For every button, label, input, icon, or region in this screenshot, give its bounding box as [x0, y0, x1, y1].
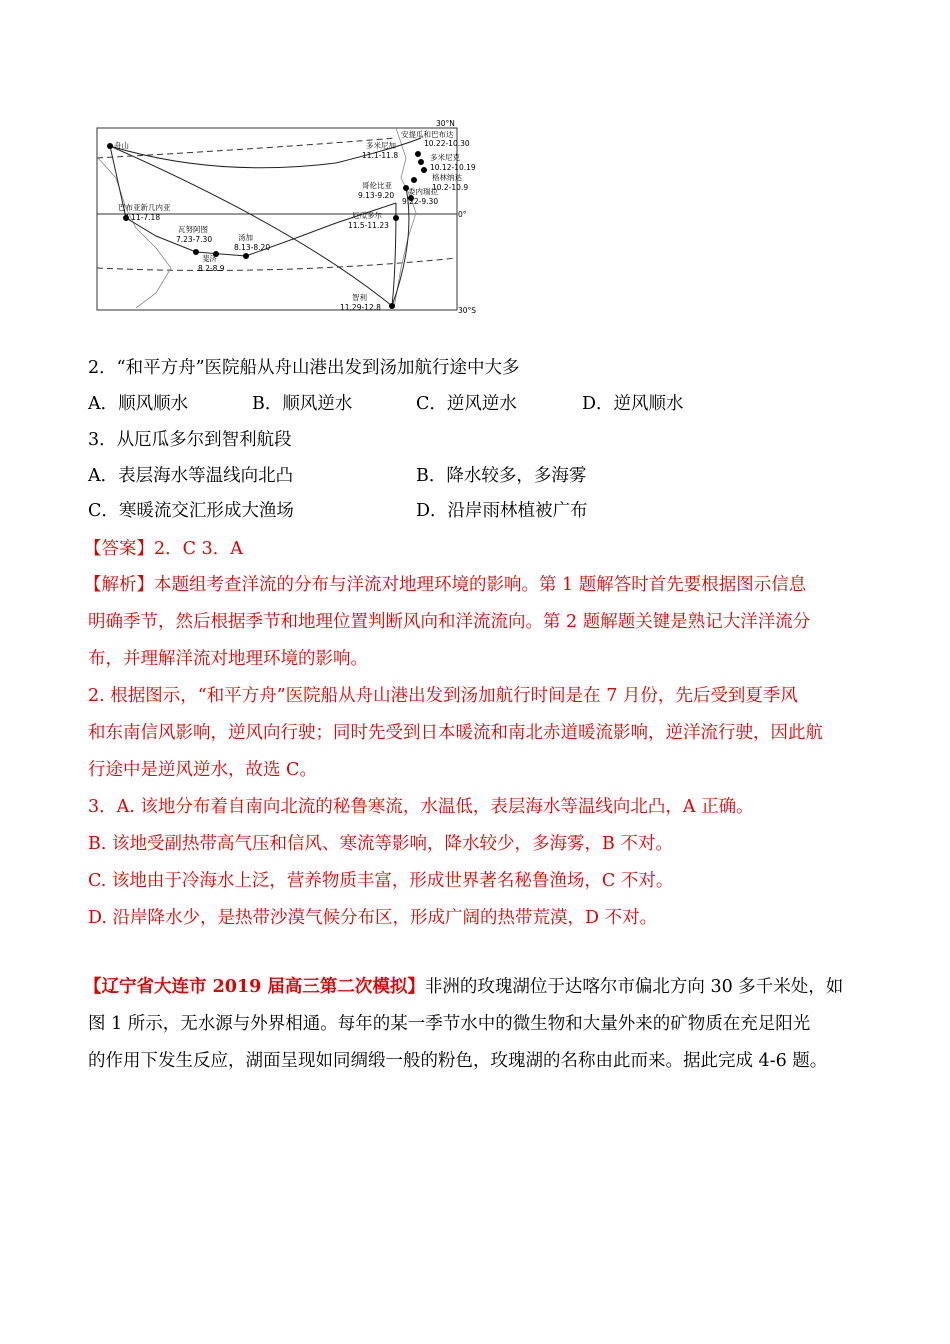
answer: 【答案】2．C 3．A: [84, 539, 243, 559]
analysis-line: 3．A. 该地分布着自南向北流的秘鲁寒流，水温低，表层海水等温线向北凸，A 正确。: [88, 797, 754, 817]
lat-label: 30°N: [436, 119, 455, 128]
port-dot: [389, 303, 395, 309]
option-b: B．顺风逆水: [252, 394, 353, 414]
lat-label: 0°: [458, 210, 467, 219]
analysis-line: 2. 根据图示，“和平方舟”医院船从舟山港出发到汤加航行时间是在 7 月份，先后受到夏季风: [88, 686, 798, 706]
port-name: 舟山: [114, 141, 129, 150]
port-date: 10.12-10.19: [430, 163, 476, 172]
option-b: B．降水较多，多海雾: [416, 466, 587, 486]
port-name: 汤加: [238, 233, 253, 242]
port-name: 格林纳达: [432, 173, 462, 182]
port-date: 10.2-10.9: [432, 183, 469, 192]
port-date: 9.22-9.30: [402, 197, 439, 206]
analysis-line: 【解析】本题组考查洋流的分布与洋流对地理环境的影响。第 1 题解答时首先要根据图示信息: [84, 575, 807, 595]
option-a: A．顺风顺水: [88, 394, 189, 414]
port-name: 委内瑞拉: [408, 187, 438, 196]
port-name: 智利: [352, 293, 367, 302]
port-name: 厄瓜多尔: [352, 211, 382, 220]
port-date: 7.23-7.30: [176, 235, 213, 244]
route-map: [96, 118, 486, 316]
port-dot: [411, 177, 417, 183]
port-date: 9.13-9.20: [358, 191, 395, 200]
port-dot: [243, 253, 249, 259]
port-name: 斐济: [202, 254, 217, 263]
option-d: D．沿岸雨林植被广布: [416, 501, 588, 521]
port-dot: [107, 143, 113, 149]
question-3-stem: 3．从厄瓜多尔到智利航段: [88, 430, 292, 450]
port-date: 7.11-7.18: [124, 213, 161, 222]
option-a: A．表层海水等温线向北凸: [88, 466, 294, 486]
intro-text: 非洲的玫瑰湖位于达喀尔市偏北方向 30 多千米处，如: [424, 977, 844, 997]
port-dot: [193, 249, 199, 255]
intro-line-3: 的作用下发生反应，湖面呈现如同绸缎一般的粉色，玫瑰湖的名称由此而来。据此完成 4-6 题。: [88, 1051, 828, 1071]
analysis-line: C. 该地由于冷海水上泛，营养物质丰富，形成世界著名秘鲁渔场，C 不对。: [88, 871, 674, 891]
port-name: 多米尼克: [430, 153, 460, 162]
intro-source: 【辽宁省大连市 2019 届高三第二次模拟】: [84, 977, 425, 997]
port-name: 安提瓜和巴布达: [401, 130, 454, 139]
port-date: 8.13-8.20: [234, 243, 271, 252]
analysis-line: 布，并理解洋流对地理环境的影响。: [88, 649, 368, 669]
option-d: D．逆风顺水: [582, 394, 684, 414]
question-2-options: [88, 390, 888, 414]
option-c: C．逆风逆水: [416, 394, 517, 414]
analysis-line: 和东南信风影响，逆风向行驶；同时先受到日本暖流和南北赤道暖流影响，逆洋流行驶，因此航: [88, 723, 823, 743]
question-2-stem: 2．“和平方舟”医院船从舟山港出发到汤加航行途中大多: [88, 358, 520, 378]
port-name: 巴布亚新几内亚: [118, 203, 171, 212]
port-dot: [393, 215, 399, 221]
analysis-line: 明确季节，然后根据季节和地理位置判断风向和洋流流向。第 2 题解题关键是熟记大洋洋流分: [88, 612, 811, 632]
port-dot: [415, 151, 421, 157]
question-3-options-row2: [88, 497, 888, 521]
intro-line-2: 图 1 所示，无水源与外界相通。每年的某一季节水中的微生物和大量外来的矿物质在充足阳光: [88, 1014, 811, 1034]
port-dot: [421, 167, 427, 173]
port-name: 多米尼加: [366, 141, 396, 150]
analysis-line: B. 该地受副热带高气压和信风、寒流等影响，降水较少，多海雾，B 不对。: [88, 834, 673, 854]
question-3-options-row1: [88, 462, 888, 486]
analysis-line: D. 沿岸降水少，是热带沙漠气候分布区，形成广阔的热带荒漠，D 不对。: [88, 908, 658, 928]
port-date: 11.1-11.8: [362, 151, 399, 160]
port-date: 8.2-8.9: [198, 264, 225, 273]
option-c: C．寒暖流交汇形成大渔场: [88, 501, 294, 521]
port-dot: [418, 159, 424, 165]
port-date: 11.29-12.8: [340, 303, 381, 312]
intro-line-1: [84, 973, 843, 998]
lat-label: 30°S: [458, 306, 477, 315]
port-name: 哥伦比亚: [362, 181, 392, 190]
analysis-line: 行途中是逆风逆水，故选 C。: [88, 760, 317, 780]
port-date: 11.5-11.23: [348, 221, 389, 230]
port-date: 10.22-10.30: [424, 139, 470, 148]
port-name: 瓦努阿图: [178, 225, 208, 234]
